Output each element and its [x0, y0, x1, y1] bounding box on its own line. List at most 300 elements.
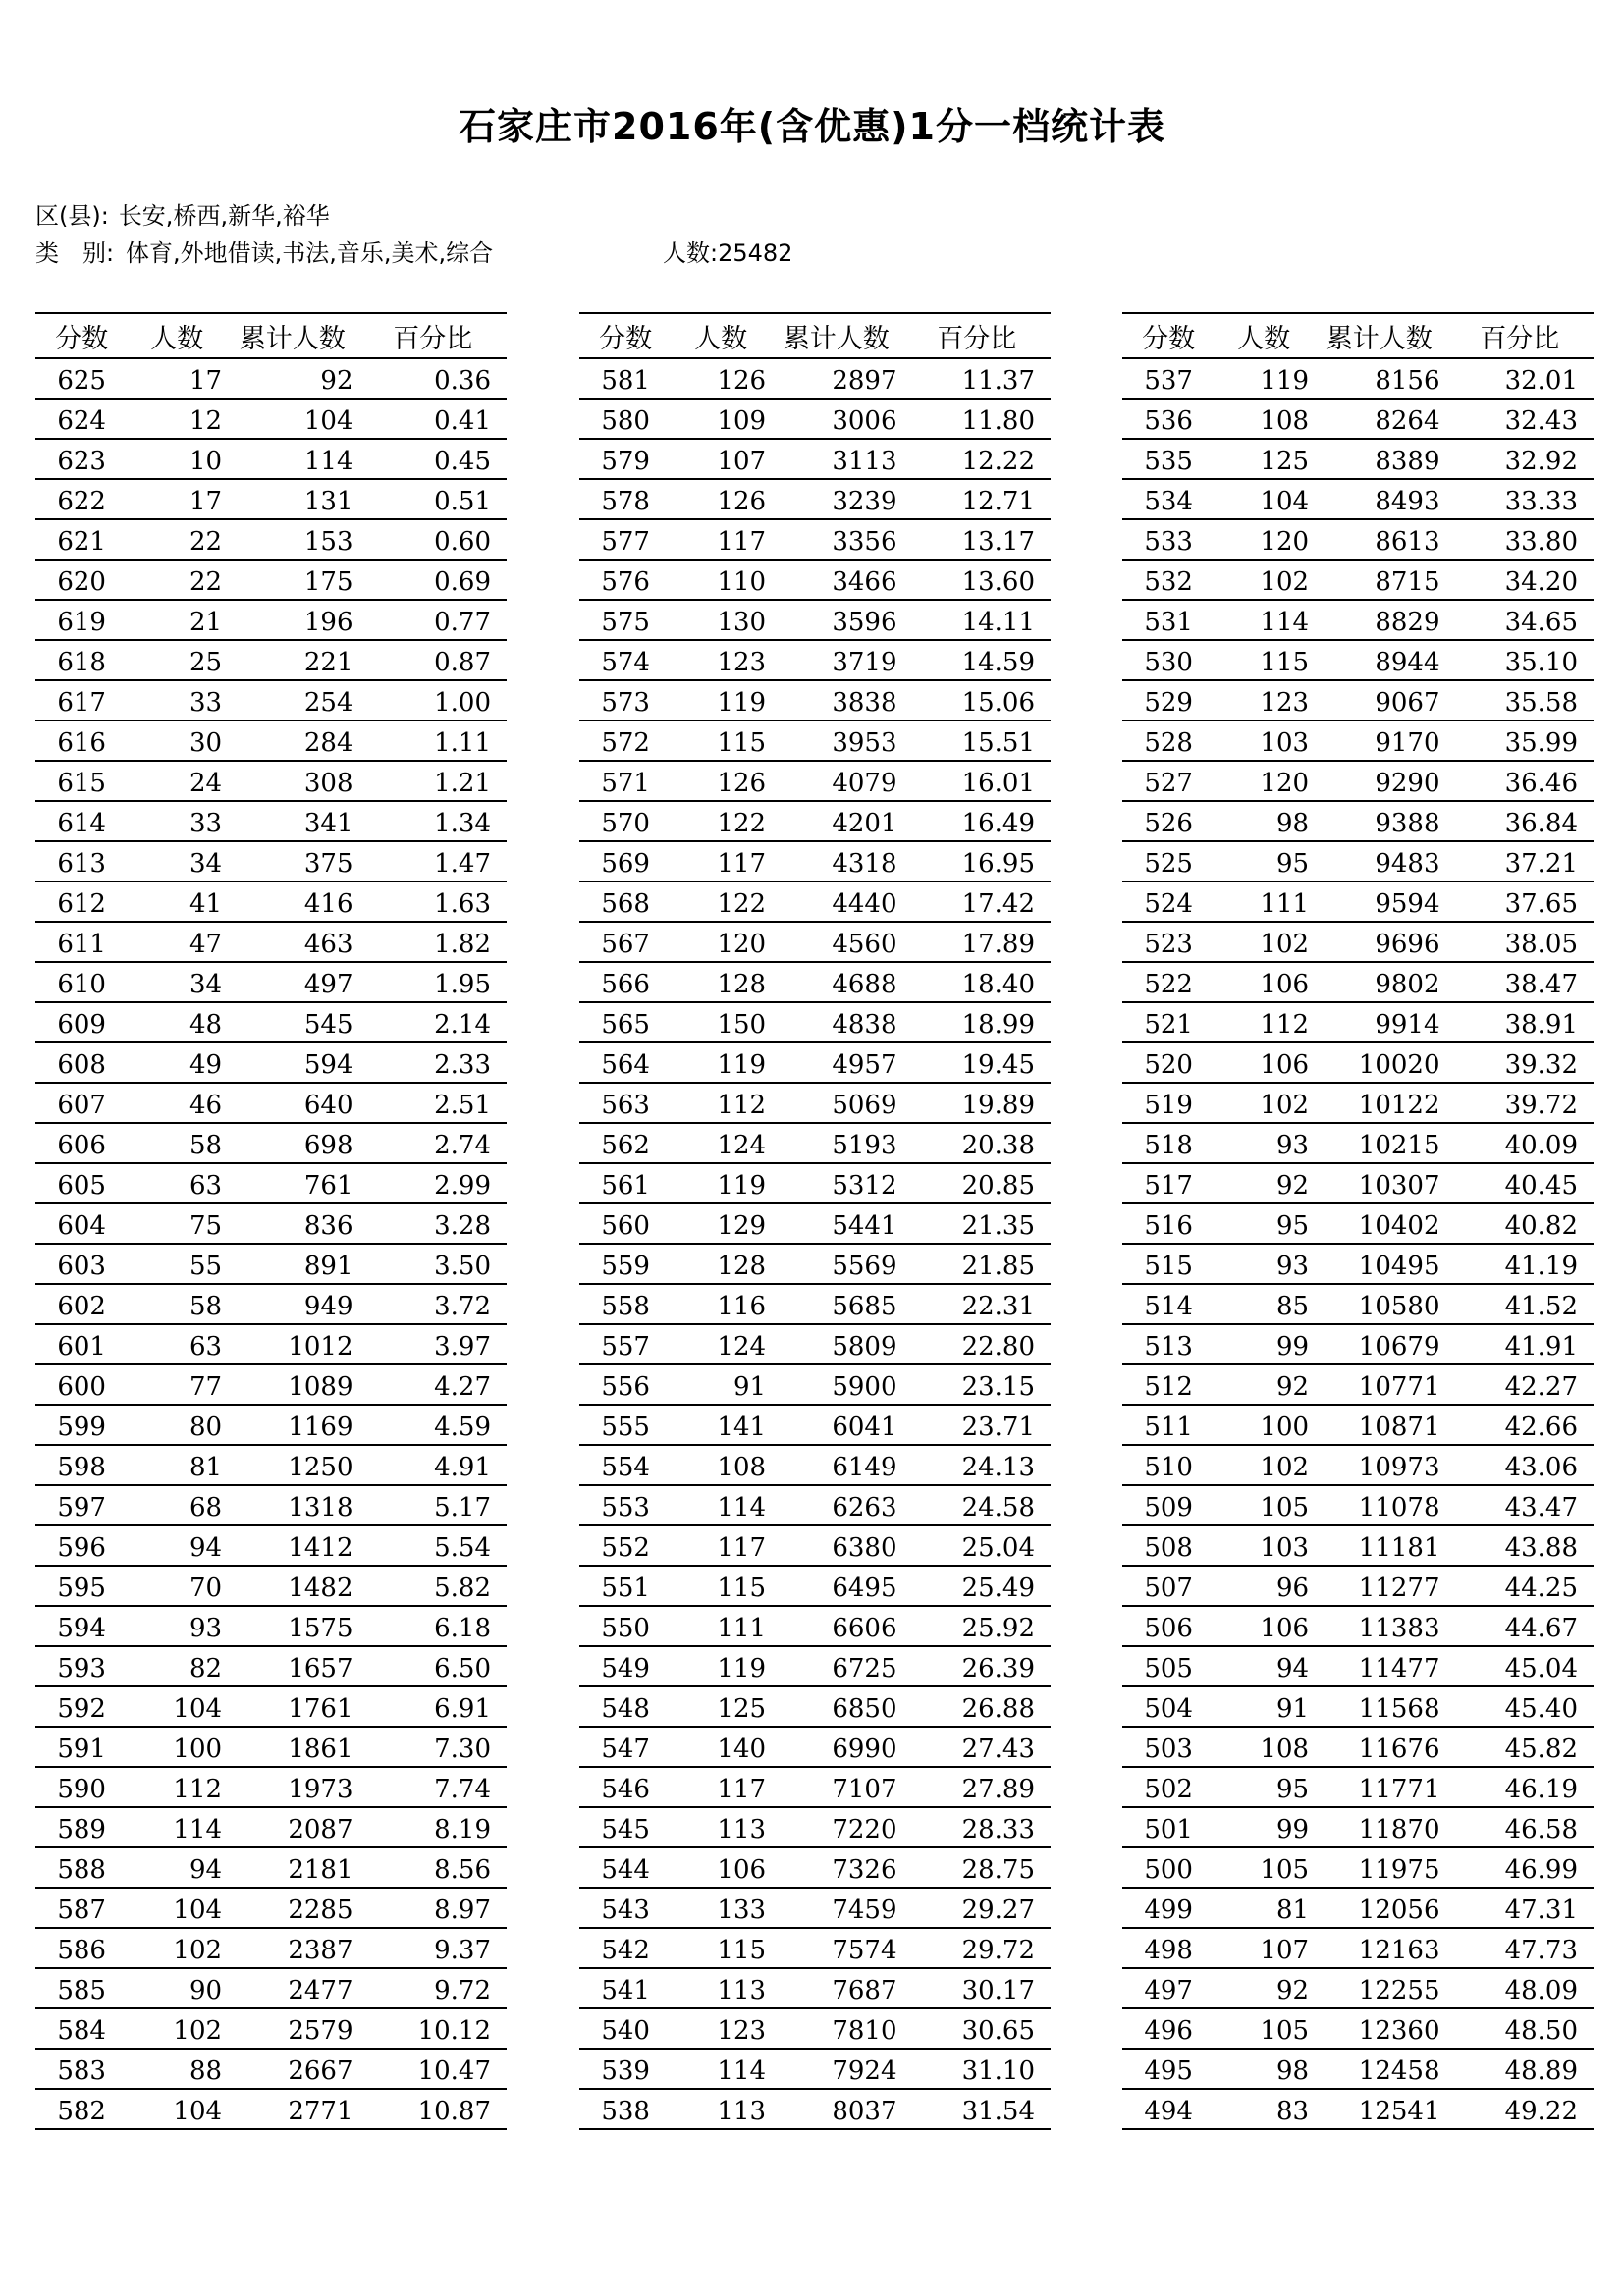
percent-cell: 16.01 — [903, 761, 1052, 801]
percent-cell: 5.17 — [359, 1485, 508, 1525]
count-cell: 119 — [672, 1042, 770, 1083]
cumulative-cell: 5809 — [770, 1324, 902, 1364]
percent-cell: 28.33 — [903, 1807, 1052, 1847]
score-cell: 520 — [1122, 1042, 1215, 1083]
table-row — [35, 560, 507, 600]
cumulative-cell: 9388 — [1313, 801, 1445, 841]
count-cell: 92 — [1215, 1968, 1313, 2008]
percent-cell: 2.51 — [359, 1083, 508, 1123]
table-row — [35, 358, 507, 399]
count-cell: 95 — [1215, 1767, 1313, 1807]
count-cell: 109 — [672, 399, 770, 439]
cumulative-cell: 5685 — [770, 1284, 902, 1324]
percent-cell: 48.89 — [1446, 2049, 1595, 2089]
table-row — [579, 881, 1051, 922]
cumulative-cell: 3239 — [770, 479, 902, 519]
score-cell: 590 — [35, 1767, 128, 1807]
cumulative-cell: 463 — [226, 922, 358, 962]
score-cell: 618 — [35, 640, 128, 680]
cumulative-cell: 10679 — [1313, 1324, 1445, 1364]
percent-cell: 14.59 — [903, 640, 1052, 680]
cumulative-cell: 2087 — [226, 1807, 358, 1847]
score-cell: 609 — [35, 1002, 128, 1042]
cumulative-cell: 8944 — [1313, 640, 1445, 680]
table-row — [35, 1445, 507, 1485]
cumulative-cell: 1250 — [226, 1445, 358, 1485]
cumulative-cell: 9696 — [1313, 922, 1445, 962]
percent-cell: 40.45 — [1446, 1163, 1595, 1203]
score-cell: 586 — [35, 1928, 128, 1968]
percent-cell: 19.89 — [903, 1083, 1052, 1123]
table-row — [579, 1888, 1051, 1928]
table-row — [1122, 1445, 1594, 1485]
cumulative-cell: 8037 — [770, 2089, 902, 2129]
percent-cell: 21.35 — [903, 1203, 1052, 1244]
count-cell: 81 — [1215, 1888, 1313, 1928]
table-row — [579, 1364, 1051, 1405]
table-row — [35, 881, 507, 922]
percent-cell: 44.25 — [1446, 1566, 1595, 1606]
percent-cell: 9.72 — [359, 1968, 508, 2008]
table-row — [1122, 1847, 1594, 1888]
percent-cell: 20.38 — [903, 1123, 1052, 1163]
percent-cell: 17.89 — [903, 922, 1052, 962]
cumulative-cell: 7220 — [770, 1807, 902, 1847]
percent-cell: 38.47 — [1446, 962, 1595, 1002]
table-row — [35, 1244, 507, 1284]
percent-cell: 3.28 — [359, 1203, 508, 1244]
score-cell: 582 — [35, 2089, 128, 2129]
percent-cell: 3.72 — [359, 1284, 508, 1324]
percent-cell: 29.27 — [903, 1888, 1052, 1928]
table-row — [35, 801, 507, 841]
score-cell: 588 — [35, 1847, 128, 1888]
table-row — [1122, 1364, 1594, 1405]
count-cell: 94 — [128, 1525, 226, 1566]
cumulative-cell: 196 — [226, 600, 358, 640]
count-cell: 125 — [1215, 439, 1313, 479]
score-cell: 571 — [579, 761, 672, 801]
score-cell: 568 — [579, 881, 672, 922]
cumulative-cell: 10307 — [1313, 1163, 1445, 1203]
percent-cell: 1.21 — [359, 761, 508, 801]
score-table-column-3 — [1122, 312, 1594, 2130]
score-cell: 524 — [1122, 881, 1215, 922]
table-row — [1122, 1485, 1594, 1525]
header-percent: 百分比 — [903, 313, 1052, 358]
score-cell: 540 — [579, 2008, 672, 2049]
score-cell: 566 — [579, 962, 672, 1002]
score-cell: 619 — [35, 600, 128, 640]
cumulative-cell: 1318 — [226, 1485, 358, 1525]
percent-cell: 42.27 — [1446, 1364, 1595, 1405]
cumulative-cell: 497 — [226, 962, 358, 1002]
table-row — [35, 1566, 507, 1606]
percent-cell: 15.06 — [903, 680, 1052, 721]
table-row — [1122, 640, 1594, 680]
percent-cell: 24.13 — [903, 1445, 1052, 1485]
count-cell: 102 — [128, 1928, 226, 1968]
percent-cell: 26.88 — [903, 1686, 1052, 1727]
score-cell: 624 — [35, 399, 128, 439]
score-cell: 553 — [579, 1485, 672, 1525]
score-cell: 614 — [35, 801, 128, 841]
score-cell: 559 — [579, 1244, 672, 1284]
percent-cell: 39.72 — [1446, 1083, 1595, 1123]
percent-cell: 12.71 — [903, 479, 1052, 519]
count-cell: 102 — [128, 2008, 226, 2049]
score-table-column-1 — [35, 312, 507, 2130]
table-row — [35, 640, 507, 680]
cumulative-cell: 2667 — [226, 2049, 358, 2089]
count-cell: 106 — [672, 1847, 770, 1888]
cumulative-cell: 92 — [226, 358, 358, 399]
score-cell: 599 — [35, 1405, 128, 1445]
count-cell: 120 — [1215, 519, 1313, 560]
header-cumulative: 累计人数 — [770, 313, 902, 358]
score-cell: 594 — [35, 1606, 128, 1646]
table-row — [579, 1566, 1051, 1606]
count-cell: 108 — [672, 1445, 770, 1485]
cumulative-cell: 594 — [226, 1042, 358, 1083]
cumulative-cell: 1482 — [226, 1566, 358, 1606]
score-cell: 574 — [579, 640, 672, 680]
cumulative-cell: 131 — [226, 479, 358, 519]
cumulative-cell: 10020 — [1313, 1042, 1445, 1083]
cumulative-cell: 7459 — [770, 1888, 902, 1928]
cumulative-cell: 6606 — [770, 1606, 902, 1646]
score-cell: 555 — [579, 1405, 672, 1445]
percent-cell: 25.92 — [903, 1606, 1052, 1646]
table-row — [579, 962, 1051, 1002]
score-cell: 606 — [35, 1123, 128, 1163]
score-cell: 607 — [35, 1083, 128, 1123]
table-row — [35, 1083, 507, 1123]
count-cell: 113 — [672, 2089, 770, 2129]
count-cell: 91 — [672, 1364, 770, 1405]
table-row — [579, 1244, 1051, 1284]
count-cell: 85 — [1215, 1284, 1313, 1324]
table-row — [1122, 922, 1594, 962]
table-row — [35, 922, 507, 962]
percent-cell: 30.65 — [903, 2008, 1052, 2049]
table-row — [35, 1646, 507, 1686]
count-cell: 114 — [672, 2049, 770, 2089]
cumulative-cell: 12360 — [1313, 2008, 1445, 2049]
table-row — [579, 680, 1051, 721]
score-cell: 584 — [35, 2008, 128, 2049]
percent-cell: 32.92 — [1446, 439, 1595, 479]
percent-cell: 33.80 — [1446, 519, 1595, 560]
percent-cell: 1.11 — [359, 721, 508, 761]
table-row — [1122, 399, 1594, 439]
count-cell: 98 — [1215, 801, 1313, 841]
count-cell: 117 — [672, 519, 770, 560]
count-cell: 103 — [1215, 1525, 1313, 1566]
score-cell: 593 — [35, 1646, 128, 1686]
score-cell: 501 — [1122, 1807, 1215, 1847]
score-cell: 507 — [1122, 1566, 1215, 1606]
cumulative-cell: 9290 — [1313, 761, 1445, 801]
percent-cell: 45.40 — [1446, 1686, 1595, 1727]
table-row — [35, 680, 507, 721]
cumulative-cell: 1973 — [226, 1767, 358, 1807]
percent-cell: 1.34 — [359, 801, 508, 841]
table-row — [35, 841, 507, 881]
score-cell: 552 — [579, 1525, 672, 1566]
count-cell: 119 — [672, 680, 770, 721]
table-row — [579, 640, 1051, 680]
count-cell: 130 — [672, 600, 770, 640]
cumulative-cell: 7924 — [770, 2049, 902, 2089]
cumulative-cell: 11078 — [1313, 1485, 1445, 1525]
count-cell: 123 — [672, 2008, 770, 2049]
percent-cell: 47.73 — [1446, 1928, 1595, 1968]
category-label: 类 别: — [35, 240, 115, 267]
table-row — [1122, 1807, 1594, 1847]
count-cell: 17 — [128, 479, 226, 519]
count-cell: 12 — [128, 399, 226, 439]
table-row — [579, 1203, 1051, 1244]
count-cell: 113 — [672, 1807, 770, 1847]
score-cell: 547 — [579, 1727, 672, 1767]
count-cell: 24 — [128, 761, 226, 801]
percent-cell: 3.50 — [359, 1244, 508, 1284]
percent-cell: 1.95 — [359, 962, 508, 1002]
cumulative-cell: 9483 — [1313, 841, 1445, 881]
cumulative-cell: 698 — [226, 1123, 358, 1163]
score-cell: 583 — [35, 2049, 128, 2089]
count-cell: 150 — [672, 1002, 770, 1042]
score-cell: 595 — [35, 1566, 128, 1606]
table-row — [1122, 1083, 1594, 1123]
score-cell: 617 — [35, 680, 128, 721]
percent-cell: 13.60 — [903, 560, 1052, 600]
table-row — [1122, 1646, 1594, 1686]
cumulative-cell: 7326 — [770, 1847, 902, 1888]
cumulative-cell: 10580 — [1313, 1284, 1445, 1324]
count-cell: 105 — [1215, 2008, 1313, 2049]
score-cell: 518 — [1122, 1123, 1215, 1163]
score-cell: 495 — [1122, 2049, 1215, 2089]
score-cell: 530 — [1122, 640, 1215, 680]
table-row — [579, 600, 1051, 640]
percent-cell: 1.47 — [359, 841, 508, 881]
percent-cell: 23.71 — [903, 1405, 1052, 1445]
count-cell: 119 — [672, 1163, 770, 1203]
percent-cell: 0.36 — [359, 358, 508, 399]
table-row — [579, 1646, 1051, 1686]
percent-cell: 26.39 — [903, 1646, 1052, 1686]
percent-cell: 48.09 — [1446, 1968, 1595, 2008]
cumulative-cell: 5569 — [770, 1244, 902, 1284]
table-row — [1122, 761, 1594, 801]
header-count: 人数 — [672, 313, 770, 358]
score-cell: 496 — [1122, 2008, 1215, 2049]
cumulative-cell: 11277 — [1313, 1566, 1445, 1606]
score-cell: 539 — [579, 2049, 672, 2089]
cumulative-cell: 10122 — [1313, 1083, 1445, 1123]
table-row — [1122, 1284, 1594, 1324]
cumulative-cell: 8613 — [1313, 519, 1445, 560]
cumulative-cell: 11383 — [1313, 1606, 1445, 1646]
percent-cell: 48.50 — [1446, 2008, 1595, 2049]
percent-cell: 7.74 — [359, 1767, 508, 1807]
percent-cell: 30.17 — [903, 1968, 1052, 2008]
score-cell: 608 — [35, 1042, 128, 1083]
count-cell: 115 — [672, 721, 770, 761]
score-cell: 542 — [579, 1928, 672, 1968]
cumulative-cell: 1012 — [226, 1324, 358, 1364]
percent-cell: 25.04 — [903, 1525, 1052, 1566]
count-cell: 115 — [672, 1566, 770, 1606]
count-cell: 104 — [128, 1888, 226, 1928]
count-cell: 105 — [1215, 1847, 1313, 1888]
score-cell: 509 — [1122, 1485, 1215, 1525]
score-cell: 534 — [1122, 479, 1215, 519]
score-cell: 528 — [1122, 721, 1215, 761]
percent-cell: 43.06 — [1446, 1445, 1595, 1485]
table-row — [35, 2089, 507, 2129]
table-row — [1122, 1324, 1594, 1364]
score-cell: 575 — [579, 600, 672, 640]
percent-cell: 44.67 — [1446, 1606, 1595, 1646]
count-cell: 88 — [128, 2049, 226, 2089]
percent-cell: 22.80 — [903, 1324, 1052, 1364]
table-row — [1122, 2089, 1594, 2129]
cumulative-cell: 4560 — [770, 922, 902, 962]
percent-cell: 11.80 — [903, 399, 1052, 439]
percent-cell: 35.58 — [1446, 680, 1595, 721]
table-row — [35, 761, 507, 801]
score-cell: 623 — [35, 439, 128, 479]
count-cell: 114 — [128, 1807, 226, 1847]
cumulative-cell: 3838 — [770, 680, 902, 721]
score-cell: 558 — [579, 1284, 672, 1324]
table-row — [35, 600, 507, 640]
table-row — [579, 1727, 1051, 1767]
count-cell: 103 — [1215, 721, 1313, 761]
count-cell: 104 — [1215, 479, 1313, 519]
score-cell: 592 — [35, 1686, 128, 1727]
count-cell: 25 — [128, 640, 226, 680]
score-cell: 570 — [579, 801, 672, 841]
score-cell: 505 — [1122, 1646, 1215, 1686]
score-cell: 569 — [579, 841, 672, 881]
count-cell: 126 — [672, 761, 770, 801]
count-cell: 70 — [128, 1566, 226, 1606]
count-cell: 108 — [1215, 399, 1313, 439]
cumulative-cell: 11771 — [1313, 1767, 1445, 1807]
cumulative-cell: 2477 — [226, 1968, 358, 2008]
cumulative-cell: 9594 — [1313, 881, 1445, 922]
score-cell: 554 — [579, 1445, 672, 1485]
table-row — [1122, 1888, 1594, 1928]
cumulative-cell: 7107 — [770, 1767, 902, 1807]
count-value: 25482 — [718, 240, 793, 267]
count-cell: 90 — [128, 1968, 226, 2008]
count-cell: 94 — [128, 1847, 226, 1888]
count-cell: 110 — [672, 560, 770, 600]
percent-cell: 22.31 — [903, 1284, 1052, 1324]
count-cell: 141 — [672, 1405, 770, 1445]
table-header-row — [1122, 313, 1594, 358]
score-cell: 515 — [1122, 1244, 1215, 1284]
cumulative-cell: 9170 — [1313, 721, 1445, 761]
percent-cell: 13.17 — [903, 519, 1052, 560]
cumulative-cell: 6041 — [770, 1405, 902, 1445]
count-cell: 106 — [1215, 1606, 1313, 1646]
count-cell: 104 — [128, 1686, 226, 1727]
percent-cell: 42.66 — [1446, 1405, 1595, 1445]
count-cell: 77 — [128, 1364, 226, 1405]
table-row — [579, 1445, 1051, 1485]
count-cell: 102 — [1215, 1445, 1313, 1485]
count-cell: 99 — [1215, 1324, 1313, 1364]
header-cumulative: 累计人数 — [1313, 313, 1445, 358]
percent-cell: 0.60 — [359, 519, 508, 560]
percent-cell: 2.33 — [359, 1042, 508, 1083]
cumulative-cell: 7687 — [770, 1968, 902, 2008]
cumulative-cell: 4957 — [770, 1042, 902, 1083]
percent-cell: 4.27 — [359, 1364, 508, 1405]
count-cell: 106 — [1215, 962, 1313, 1002]
score-cell: 506 — [1122, 1606, 1215, 1646]
cumulative-cell: 6850 — [770, 1686, 902, 1727]
score-cell: 551 — [579, 1566, 672, 1606]
table-row — [1122, 2008, 1594, 2049]
table-row — [1122, 519, 1594, 560]
count-cell: 115 — [1215, 640, 1313, 680]
cumulative-cell: 8389 — [1313, 439, 1445, 479]
score-cell: 503 — [1122, 1727, 1215, 1767]
table-row — [579, 1928, 1051, 1968]
table-row — [35, 1686, 507, 1727]
cumulative-cell: 153 — [226, 519, 358, 560]
count-cell: 129 — [672, 1203, 770, 1244]
cumulative-cell: 1861 — [226, 1727, 358, 1767]
table-row — [1122, 560, 1594, 600]
count-cell: 128 — [672, 1244, 770, 1284]
score-table-column-2 — [579, 312, 1051, 2130]
score-cell: 561 — [579, 1163, 672, 1203]
score-cell: 519 — [1122, 1083, 1215, 1123]
percent-cell: 10.12 — [359, 2008, 508, 2049]
cumulative-cell: 1657 — [226, 1646, 358, 1686]
percent-cell: 46.99 — [1446, 1847, 1595, 1888]
cumulative-cell: 11181 — [1313, 1525, 1445, 1566]
count-cell: 47 — [128, 922, 226, 962]
table-row — [579, 1968, 1051, 2008]
percent-cell: 36.46 — [1446, 761, 1595, 801]
table-row — [1122, 962, 1594, 1002]
percent-cell: 27.43 — [903, 1727, 1052, 1767]
count-cell: 91 — [1215, 1686, 1313, 1727]
table-row — [1122, 1163, 1594, 1203]
header-score: 分数 — [35, 313, 128, 358]
table-row — [1122, 1566, 1594, 1606]
count-cell: 58 — [128, 1123, 226, 1163]
cumulative-cell: 1761 — [226, 1686, 358, 1727]
table-row — [579, 1807, 1051, 1847]
table-row — [579, 399, 1051, 439]
cumulative-cell: 114 — [226, 439, 358, 479]
table-row — [579, 1767, 1051, 1807]
table-row — [579, 1686, 1051, 1727]
table-row — [35, 1606, 507, 1646]
count-cell: 105 — [1215, 1485, 1313, 1525]
count-cell: 114 — [1215, 600, 1313, 640]
